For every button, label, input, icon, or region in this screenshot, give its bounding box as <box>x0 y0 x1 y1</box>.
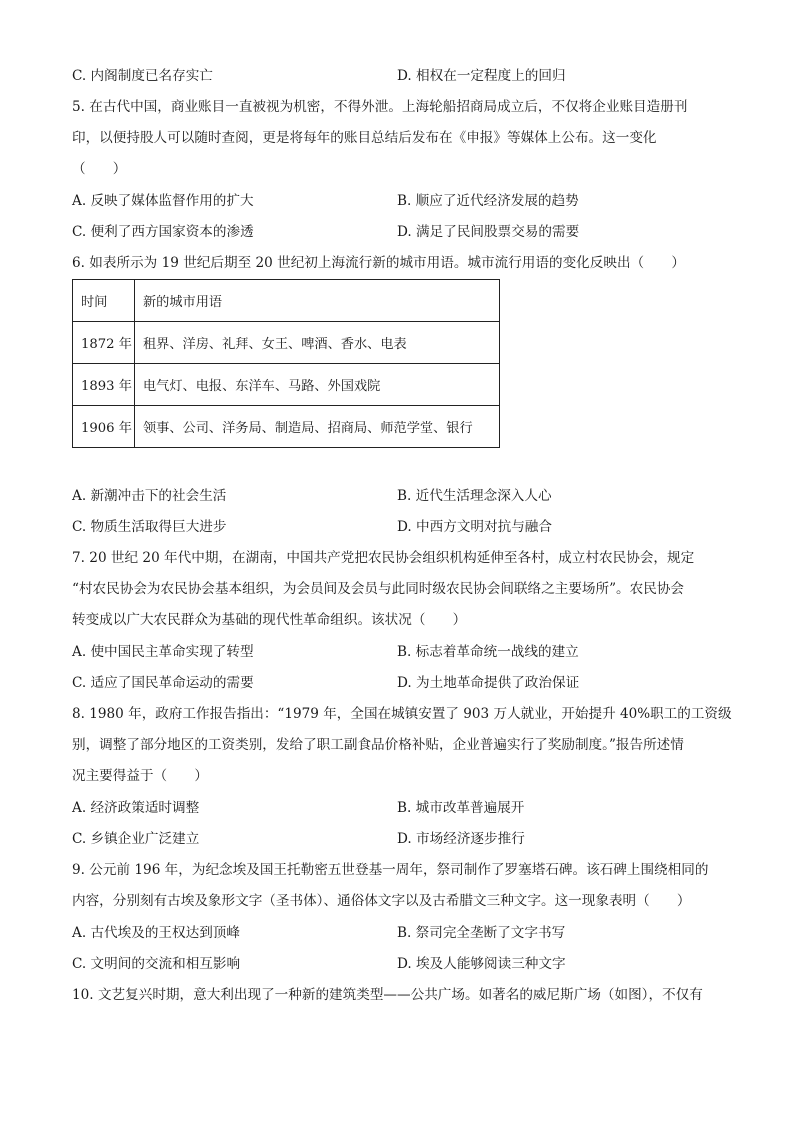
table-header-time: 时间 <box>73 280 135 322</box>
q5-stem-line-2: 印，以便持股人可以随时查阅，更是将每年的账目总结后发布在《申报》等媒体上公布。这一变化 <box>72 130 657 146</box>
q5-option-a: A. 反映了媒体监督作用的扩大 <box>72 193 254 209</box>
table-cell-terms: 领事、公司、洋务局、制造局、招商局、师范学堂、银行 <box>135 406 500 448</box>
table-cell-year: 1872 年 <box>73 322 135 364</box>
q9-option-d: D. 埃及人能够阅读三种文字 <box>397 956 566 972</box>
q4-option-d: D. 相权在一定程度上的回归 <box>397 68 566 84</box>
q8-option-a: A. 经济政策适时调整 <box>72 800 200 816</box>
q5-stem-line-3: （ ） <box>72 161 127 177</box>
q6-option-c: C. 物质生活取得巨大进步 <box>72 519 227 535</box>
q8-option-c: C. 乡镇企业广泛建立 <box>72 831 200 847</box>
q6-stem: 6. 如表所示为 19 世纪后期至 20 世纪初上海流行新的城市用语。城市流行用语的变化反映出（ ） <box>72 255 685 271</box>
table-cell-year: 1906 年 <box>73 406 135 448</box>
q10-stem: 10. 文艺复兴时期，意大利出现了一种新的建筑类型——公共广场。如著名的威尼斯广场（如图），不仅有 <box>72 987 703 1003</box>
q8-stem-line-3: 况主要得益于（ ） <box>72 768 208 784</box>
q5-option-c: C. 便利了西方国家资本的渗透 <box>72 224 254 240</box>
q9-stem-line-1: 9. 公元前 196 年，为纪念埃及国王托勒密五世登基一周年，祭司制作了罗塞塔石碑。该石碑上围绕相同的 <box>72 862 709 878</box>
q9-option-b: B. 祭司完全垄断了文字书写 <box>397 925 566 941</box>
table-row <box>73 364 500 406</box>
q7-stem-line-1: 7. 20 世纪 20 年代中期，在湖南，中国共产党把农民协会组织机构延伸至各村，成立村农民协会，规定 <box>72 550 695 566</box>
q7-option-a: A. 使中国民主革命实现了转型 <box>72 644 254 660</box>
q9-stem-line-2: 内容，分别刻有古埃及象形文字（圣书体）、通俗体文字以及古希腊文三种文字。这一现象表明（ ） <box>72 893 691 909</box>
q9-option-c: C. 文明间的交流和相互影响 <box>72 956 241 972</box>
table-cell-terms: 电气灯、电报、东洋车、马路、外国戏院 <box>135 364 500 406</box>
q7-option-d: D. 为土地革命提供了政治保证 <box>397 675 580 691</box>
q6-table <box>72 279 500 448</box>
table-row <box>73 322 500 364</box>
table-cell-year: 1893 年 <box>73 364 135 406</box>
q9-option-a: A. 古代埃及的王权达到顶峰 <box>72 925 240 941</box>
q7-stem-line-3: 转变成以广大农民群众为基础的现代性革命组织。该状况（ ） <box>72 612 467 628</box>
q6-option-b: B. 近代生活理念深入人心 <box>397 488 552 504</box>
q4-option-c: C. 内阁制度已名存实亡 <box>72 68 213 84</box>
q8-stem-line-2: 别，调整了部分地区的工资类别，发给了职工副食品价格补贴，企业普遍实行了奖励制度。”报告所述情 <box>72 737 684 753</box>
q7-option-b: B. 标志着革命统一战线的建立 <box>397 644 579 660</box>
q7-stem-line-2: “村农民协会为农民协会基本组织，为会员间及会员与此同时级农民协会间联络之主要场所”。农民协会 <box>72 581 685 597</box>
table-row <box>73 406 500 448</box>
q5-stem-line-1: 5. 在古代中国，商业账目一直被视为机密，不得外泄。上海轮船招商局成立后，不仅将企业账目造册刊 <box>72 99 688 115</box>
q8-option-b: B. 城市改革普遍展开 <box>397 800 525 816</box>
q8-stem-line-1: 8. 1980 年，政府工作报告指出：“1979 年，全国在城镇安置了 903 万人就业，开始提升 40%职工的工资级 <box>72 706 732 722</box>
q7-option-c: C. 适应了国民革命运动的需要 <box>72 675 254 691</box>
q6-option-d: D. 中西方文明对抗与融合 <box>397 519 552 535</box>
q5-option-b: B. 顺应了近代经济发展的趋势 <box>397 193 579 209</box>
q8-option-d: D. 市场经济逐步推行 <box>397 831 525 847</box>
table-cell-terms: 租界、洋房、礼拜、女王、啤酒、香水、电表 <box>135 322 500 364</box>
table-header-row <box>73 280 500 322</box>
table-header-terms: 新的城市用语 <box>135 280 500 322</box>
q5-option-d: D. 满足了民间股票交易的需要 <box>397 224 580 240</box>
q6-option-a: A. 新潮冲击下的社会生活 <box>72 488 227 504</box>
